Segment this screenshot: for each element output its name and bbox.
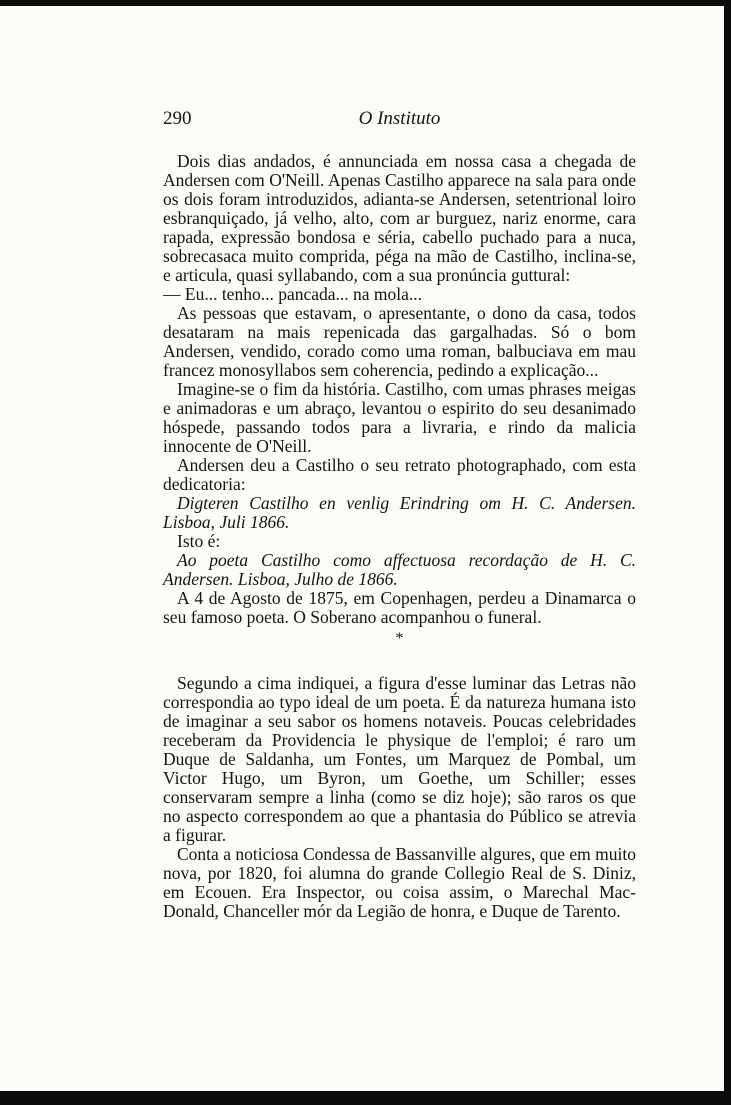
- body-text: [163, 152, 636, 921]
- page-header: [163, 108, 636, 136]
- scan-border-top: [0, 0, 731, 6]
- paragraph-arrival: Dois dias andados, é annunciada em nossa casa a chegada de Andersen com O'Neill. Apenas Castilho apparece na sala para onde os dois foram introduzidos, adianta-se Andersen, setentrional loiro esbranquiçado, já velho, alto, com ar burguez, nariz enorme, cara rapada, expressão bondosa e séria, cabello puchado para a nuca, sobrecasaca muito comprida, péga na mão de Castilho, inclina-se, e articula, quasi syllabando, com a sua pronúncia guttural:: [163, 151, 636, 285]
- running-title: O Instituto: [358, 108, 441, 129]
- paragraph-bassanville: Conta a noticiosa Condessa de Bassanville algures, que em muito nova, por 1820, foi alumna do grande Collegio Real de S. Diniz, em Ecouen. Era Inspector, ou coisa assim, o Marechal Mac-Donald, Chanceller mór da Legião de honra, e Duque de Tarento.: [163, 844, 636, 921]
- paragraph-ending: Imagine-se o fim da história. Castilho, com umas phrases meigas e animadoras e um abraço, levantou o espirito do seu desanimado hóspede, passando todos para a livraria, e rindo da malicia innocente de O'Neill.: [163, 379, 636, 456]
- paragraph-dialogue: — Eu... tenho... pancada... na mola...: [163, 284, 423, 304]
- paragraph-laughter: As pessoas que estavam, o apresentante, o dono da casa, todos desataram na mais repenicada das gargalhadas. Só o bom Andersen, vendido, corado como uma roman, balbuciava em mau francez monosyllabos sem coherencia, pedindo a explicação...: [163, 303, 636, 380]
- dedication-portuguese: Ao poeta Castilho como affectuosa recordação de H. C. Andersen. Lisboa, Julho de 1866.: [163, 550, 636, 589]
- book-page: [163, 108, 636, 921]
- scan-border-bottom: [0, 1091, 731, 1105]
- dedication-danish: Digteren Castilho en venlig Erindring om H. C. Andersen. Lisboa, Juli 1866.: [163, 493, 636, 532]
- paragraph-translation-intro: Isto é:: [177, 531, 221, 551]
- paragraph-photo: Andersen deu a Castilho o seu retrato photographado, com esta dedicatoria:: [163, 455, 636, 494]
- paragraph-death: A 4 de Agosto de 1875, em Copenhagen, perdeu a Dinamarca o seu famoso poeta. O Soberano acompanhou o funeral.: [163, 588, 636, 627]
- section-separator: *: [395, 630, 404, 647]
- page-number: 290: [163, 108, 192, 129]
- paragraph-figure: Segundo a cima indiquei, a figura d'esse luminar das Letras não correspondia ao typo ideal de um poeta. É da natureza humana isto de imaginar a seu sabor os homens notaveis. Poucas celebridades receberam da Providencia le physique de l'emploi; é raro um Duque de Saldanha, um Fontes, um Marquez de Pombal, um Victor Hugo, um Byron, um Goethe, um Schiller; esses conservaram sempre a linha (como se diz hoje); são raros os que no aspecto correspondem ao que a phantasia do Público se atrevia a figurar.: [163, 673, 636, 845]
- scan-border-right: [724, 0, 731, 1105]
